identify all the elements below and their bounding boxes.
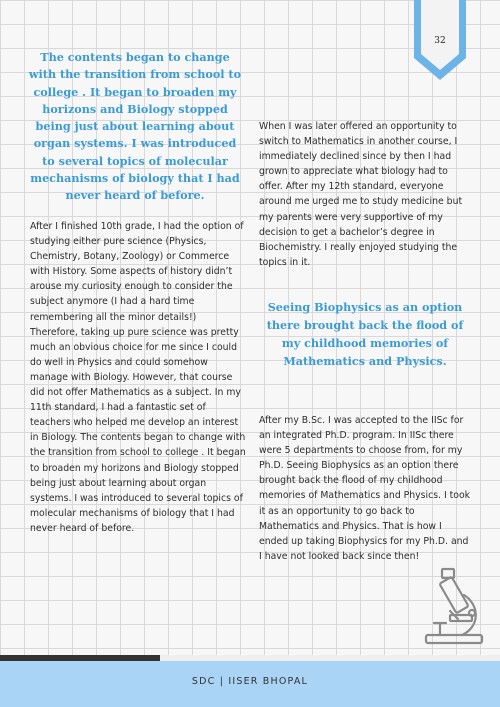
pull-quote-left: The contents began to change with the transition from school to college . It began to broaden my horizons and Biology stopped being just about learning about organ systems. I was introduced to several topics of molecular mechanisms of biology that I had never heard of before. bbox=[28, 50, 242, 203]
left-body-paragraph: After I finished 10th grade, I had the option of studying either pure science (Physics, Chemistry, Botany, Zoology) or Commerce with History. Some aspects of history didn’t arouse my curiosity enough to consider the subject anymore (I had a hard time remembering all the minor details!) Therefore, taking up pure science was pretty much an obvious choice for me since I could do well in Physics and could somehow manage with Biology. However, that course did not offer Mathematics as a subject. In my 11th standard, I had a fantastic set of teachers who helped me develop an interest in Biology. The contents began to change with the transition from school to college . It began to broaden my horizons and Biology stopped being just about learning about organ systems. I was introduced to several topics of molecular mechanisms of biology that I had never heard of before. bbox=[30, 221, 246, 534]
footer-text: SDC | IISER BHOPAL bbox=[191, 676, 309, 687]
page-footer bbox=[0, 661, 500, 707]
pull-quote-right: Seeing Biophysics as an option there brought back the flood of my childhood memories of Mathematics and Physics. bbox=[266, 300, 464, 368]
right-body-paragraph-1: When I was later offered an opportunity to switch to Mathematics in another course, I immediately declined since by then I had grown to appreciate what biology had to offer. After my 12th standard, everyone around me urged me to study medicine but my parents were very supportive of my decision to get a bachelor’s degree in Biochemistry. I really enjoyed studying the topics in it. bbox=[259, 121, 463, 268]
page-number: 32 bbox=[434, 36, 446, 46]
microscope-icon bbox=[420, 565, 488, 649]
right-body-paragraph-2: After my B.Sc. I was accepted to the IISc for an integrated Ph.D. program. In IISc there were 5 departments to choose from, for my Ph.D. Seeing Biophysics as an option there brought back the flood of my childhood memories of Mathematics and Physics. I took it as an opportunity to go back to Mathematics and Physics. That is how I ended up taking Biophysics for my Ph.D. and I have not looked back since then! bbox=[259, 415, 471, 562]
